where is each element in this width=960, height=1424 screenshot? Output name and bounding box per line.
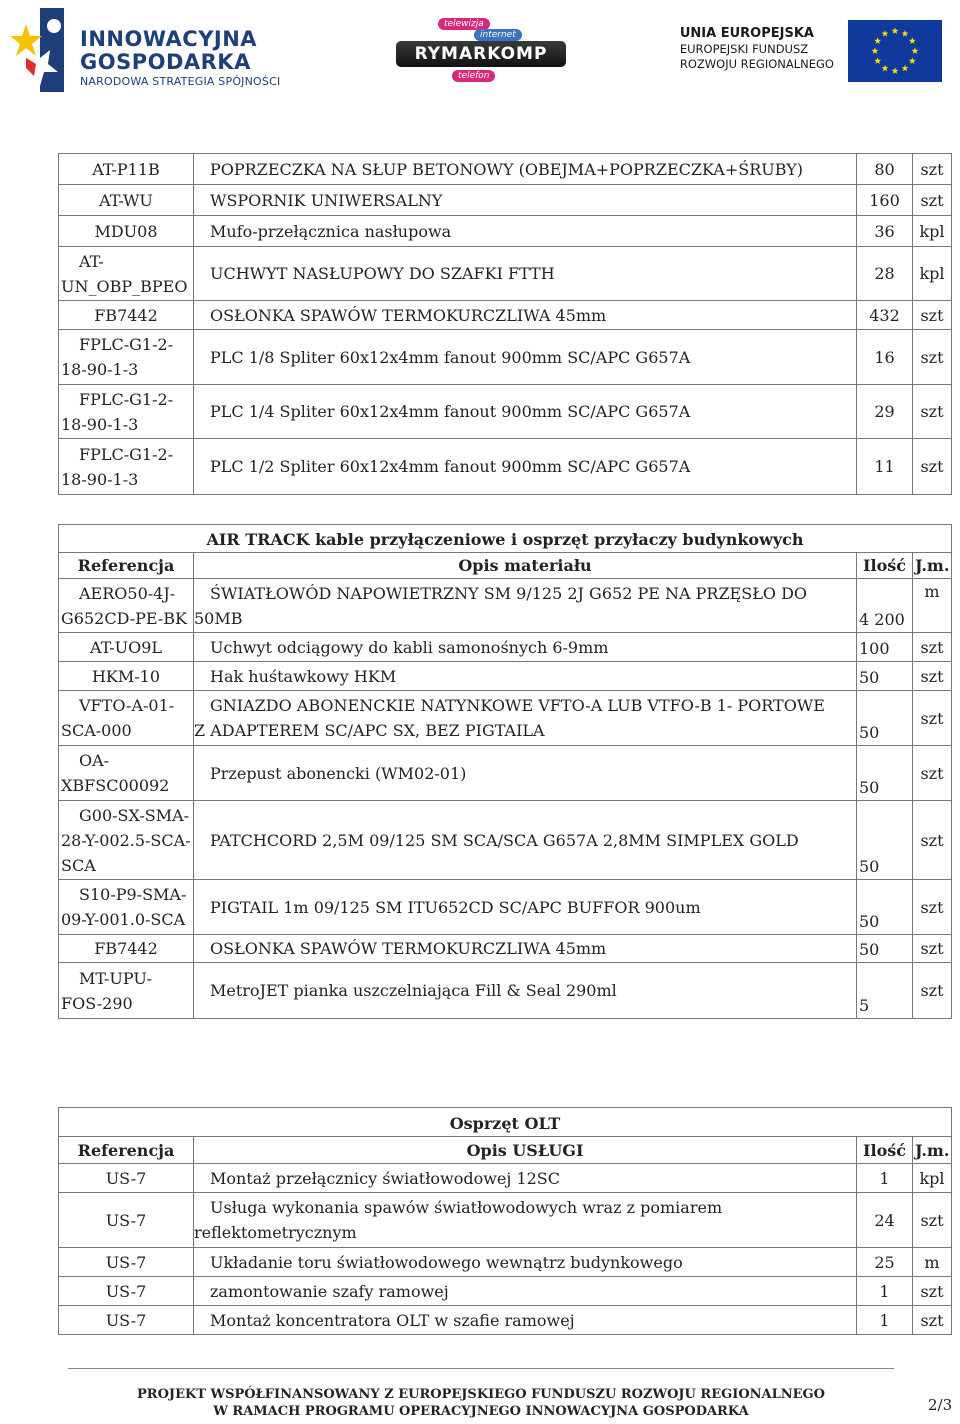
unit-cell: szt (913, 935, 952, 963)
qty-cell: 80 (857, 154, 913, 185)
qty-cell: 50 (857, 880, 913, 935)
unit-cell: szt (913, 633, 952, 662)
ref-line: OA- (79, 751, 110, 770)
services-table (58, 1107, 952, 1335)
desc-cell: PLC 1/8 Spliter 60x12x4mm fanout 900mm SC/APC G657A (194, 330, 857, 385)
qty-cell: 29 (857, 385, 913, 439)
desc-cell: Układanie toru światłowodowego wewnątrz budynkowego (194, 1248, 857, 1277)
eu-star-icon (892, 27, 899, 34)
materials-table-2 (58, 524, 952, 1019)
desc-cell: PIGTAIL 1m 09/125 SM ITU652CD SC/APC BUFFOR 900um (194, 880, 857, 935)
qty-cell: 432 (857, 301, 913, 330)
table-row (59, 579, 952, 633)
eu-star-icon (874, 57, 881, 64)
table-row (59, 1306, 952, 1335)
rymarkomp-tag-tv: telewizja (438, 18, 490, 30)
desc-cell (194, 1193, 857, 1248)
rymarkomp-logo (394, 14, 569, 88)
desc-cell: Montaż przełącznicy światłowodowej 12SC (194, 1164, 857, 1193)
table-row (59, 154, 952, 185)
ref-line: XBFSC00092 (61, 776, 170, 795)
unit-cell: szt (913, 1306, 952, 1335)
ref-cell: US-7 (59, 1164, 194, 1193)
rymarkomp-wordmark: RYMARKOMP (396, 41, 566, 67)
qty-cell: 4 200 (857, 579, 913, 633)
eu-star-icon (909, 57, 916, 64)
desc-line: reflektometrycznym (194, 1223, 357, 1242)
ref-line: FPLC-G1-2- (79, 335, 174, 354)
table-row (59, 935, 952, 963)
unit-cell: szt (913, 185, 952, 216)
materials-table-1 (58, 153, 952, 495)
desc-cell: Hak huśtawkowy HKM (194, 662, 857, 691)
desc-cell: Przepust abonencki (WM02-01) (194, 746, 857, 801)
ref-cell (59, 746, 194, 801)
eu-star-icon (912, 47, 919, 54)
ref-cell (59, 330, 194, 385)
unit-cell: szt (913, 1193, 952, 1248)
table-row (59, 439, 952, 495)
desc-cell (194, 579, 857, 633)
ref-line: G00-SX-SMA- (79, 805, 190, 825)
ref-cell (59, 801, 194, 880)
ref-cell: AT-UO9L (59, 633, 194, 662)
desc-cell: Mufo-przełącznica nasłupowa (194, 216, 857, 247)
table-title-row (59, 1108, 952, 1137)
eu-star-icon (909, 37, 916, 44)
innowacyjna-gospodarka-logo (6, 6, 286, 98)
ref-line: S10-P9-SMA- (79, 885, 187, 904)
eu-star-icon (882, 65, 889, 72)
unit-cell: szt (913, 301, 952, 330)
qty-cell: 28 (857, 247, 913, 301)
ref-line: FPLC-G1-2- (79, 389, 174, 409)
ref-line: UN_OBP_BPEO (61, 276, 188, 296)
table-row (59, 1248, 952, 1277)
ref-line: FPLC-G1-2- (79, 444, 174, 464)
footer-text (68, 1386, 894, 1420)
ref-cell (59, 247, 194, 301)
ref-line: SCA (61, 855, 96, 875)
desc-cell: UCHWYT NASŁUPOWY DO SZAFKI FTTH (194, 247, 857, 301)
ref-cell (59, 963, 194, 1019)
rymarkomp-tag-internet: internet (474, 29, 522, 41)
unit-cell: szt (913, 385, 952, 439)
desc-cell: Uchwyt odciągowy do kabli samonośnych 6-9mm (194, 633, 857, 662)
ref-line: SCA-000 (61, 721, 132, 740)
table-row (59, 662, 952, 691)
ref-line: 18-90-1-3 (61, 414, 139, 434)
qty-cell: 1 (857, 1277, 913, 1306)
eu-star-icon (882, 30, 889, 37)
ref-line: FOS-290 (61, 993, 133, 1013)
table-row (59, 185, 952, 216)
qty-cell: 50 (857, 935, 913, 963)
qty-cell: 36 (857, 216, 913, 247)
unit-cell: kpl (913, 216, 952, 247)
ref-cell: US-7 (59, 1306, 194, 1335)
footer-line-2: W RAMACH PROGRAMU OPERACYJNEGO INNOWACYJNA GOSPODARKA (213, 1404, 749, 1419)
star-emblem-icon (6, 6, 76, 94)
unit-cell: szt (913, 746, 952, 801)
eu-star-icon (874, 37, 881, 44)
ref-cell: AT-P11B (59, 154, 194, 185)
qty-cell: 1 (857, 1164, 913, 1193)
header-unit: J.m. (913, 1137, 952, 1164)
ref-cell: AT-WU (59, 185, 194, 216)
unit-cell: szt (913, 963, 952, 1019)
table-row (59, 247, 952, 301)
desc-line: 50MB (194, 608, 243, 628)
desc-cell: PATCHCORD 2,5M 09/125 SM SCA/SCA G657A 2,8MM SIMPLEX GOLD (194, 801, 857, 880)
qty-cell: 24 (857, 1193, 913, 1248)
table-title-row (59, 525, 952, 553)
qty-cell: 1 (857, 1306, 913, 1335)
eu-star-icon (902, 30, 909, 37)
desc-line: Usługa wykonania spawów światłowodowych wraz z pomiarem (210, 1198, 723, 1217)
table-row (59, 801, 952, 880)
ref-line: AERO50-4J- (79, 583, 176, 603)
qty-cell: 50 (857, 746, 913, 801)
ref-cell (59, 439, 194, 495)
desc-line: ŚWIATŁOWÓD NAPOWIETRZNY SM 9/125 2J G652 PE NA PRZĘSŁO DO (210, 583, 808, 603)
unit-cell: kpl (913, 247, 952, 301)
eu-logo-line-2: EUROPEJSKI FUNDUSZ (679, 42, 809, 56)
header-unit: J.m. (913, 553, 952, 579)
unit-cell: szt (913, 330, 952, 385)
table-title: Osprzęt OLT (59, 1108, 952, 1137)
table-row (59, 691, 952, 746)
unit-cell: szt (913, 691, 952, 746)
unit-cell: szt (913, 154, 952, 185)
header-ref: Referencja (59, 1137, 194, 1164)
desc-cell: POPRZECZKA NA SŁUP BETONOWY (OBEJMA+POPRZECZKA+ŚRUBY) (194, 154, 857, 185)
footer-divider (68, 1368, 894, 1369)
header-desc: Opis USŁUGI (194, 1137, 857, 1164)
table-row (59, 330, 952, 385)
ref-cell: US-7 (59, 1277, 194, 1306)
header-ref: Referencja (59, 553, 194, 579)
table-header-row (59, 553, 952, 579)
desc-cell: WSPORNIK UNIWERSALNY (194, 185, 857, 216)
eu-logo-line-3: ROZWOJU REGIONALNEGO (679, 57, 834, 71)
unit-cell: szt (913, 662, 952, 691)
desc-line: GNIAZDO ABONENCKIE NATYNKOWE VFTO-A LUB VTFO-B 1- PORTOWE (210, 696, 825, 715)
ref-cell (59, 579, 194, 633)
qty-cell: 100 (857, 633, 913, 662)
ref-line: AT- (79, 251, 104, 271)
ref-cell (59, 691, 194, 746)
eu-star-icon (892, 67, 899, 74)
qty-cell: 50 (857, 801, 913, 880)
table-row (59, 963, 952, 1019)
desc-cell (194, 691, 857, 746)
table-header-row (59, 1137, 952, 1164)
unit-cell: szt (913, 439, 952, 495)
table-row (59, 1277, 952, 1306)
desc-cell: MetroJET pianka uszczelniająca Fill & Seal 290ml (194, 963, 857, 1019)
header-qty: Ilość (857, 553, 913, 579)
ref-cell (59, 880, 194, 935)
desc-cell: Montaż koncentratora OLT w szafie ramowej (194, 1306, 857, 1335)
ref-cell: FB7442 (59, 301, 194, 330)
desc-cell: zamontowanie szafy ramowej (194, 1277, 857, 1306)
ref-line: G652CD-PE-BK (61, 608, 187, 628)
qty-cell: 160 (857, 185, 913, 216)
ref-line: 28-Y-002.5-SCA- (61, 830, 191, 850)
unit-cell: szt (913, 1277, 952, 1306)
qty-cell: 11 (857, 439, 913, 495)
ref-cell: US-7 (59, 1248, 194, 1277)
desc-cell: PLC 1/2 Spliter 60x12x4mm fanout 900mm SC/APC G657A (194, 439, 857, 495)
footer-line-1: PROJEKT WSPÓŁFINANSOWANY Z EUROPEJSKIEGO FUNDUSZU ROZWOJU REGIONALNEGO (137, 1387, 825, 1402)
ref-line: 18-90-1-3 (61, 469, 139, 489)
qty-cell: 16 (857, 330, 913, 385)
unit-cell: m (913, 1248, 952, 1277)
desc-cell: PLC 1/4 Spliter 60x12x4mm fanout 900mm SC/APC G657A (194, 385, 857, 439)
eu-star-icon (872, 47, 879, 54)
desc-cell: OSŁONKA SPAWÓW TERMOKURCZLIWA 45mm (194, 301, 857, 330)
table-row (59, 1193, 952, 1248)
ref-cell: FB7442 (59, 935, 194, 963)
unit-cell: szt (913, 880, 952, 935)
logo-line-3: NARODOWA STRATEGIA SPÓJNOŚCI (80, 75, 281, 88)
table-row (59, 301, 952, 330)
table-row (59, 216, 952, 247)
qty-cell: 50 (857, 662, 913, 691)
ref-cell: US-7 (59, 1193, 194, 1248)
ref-cell (59, 385, 194, 439)
header-desc: Opis materiału (194, 553, 857, 579)
eu-star-icon (902, 65, 909, 72)
logo-line-1: INNOWACYJNA (80, 27, 258, 51)
table-row (59, 880, 952, 935)
desc-cell: OSŁONKA SPAWÓW TERMOKURCZLIWA 45mm (194, 935, 857, 963)
qty-cell: 25 (857, 1248, 913, 1277)
table-title: AIR TRACK kable przyłączeniowe i osprzęt przyłaczy budynkowych (59, 525, 952, 553)
eu-logo-line-1: UNIA EUROPEJSKA (679, 26, 814, 41)
logo-line-2: GOSPODARKA (80, 50, 251, 74)
rymarkomp-tag-phone: telefon (452, 70, 495, 82)
eu-logo (676, 16, 946, 88)
qty-cell: 5 (857, 963, 913, 1019)
ref-line: VFTO-A-01- (79, 696, 175, 715)
table-row (59, 633, 952, 662)
desc-line: Z ADAPTEREM SC/APC SX, BEZ PIGTAILA (194, 721, 545, 740)
table-row (59, 385, 952, 439)
unit-cell: kpl (913, 1164, 952, 1193)
ref-line: MT-UPU- (79, 968, 152, 988)
table-row (59, 1164, 952, 1193)
ref-cell: MDU08 (59, 216, 194, 247)
unit-cell: m (913, 579, 952, 633)
qty-cell: 50 (857, 691, 913, 746)
ref-line: 18-90-1-3 (61, 360, 139, 379)
page-number: 2/3 (928, 1396, 953, 1414)
ref-line: 09-Y-001.0-SCA (61, 910, 186, 929)
header-qty: Ilość (857, 1137, 913, 1164)
ref-cell: HKM-10 (59, 662, 194, 691)
unit-cell: szt (913, 801, 952, 880)
eu-flag-icon (848, 20, 942, 82)
table-row (59, 746, 952, 801)
